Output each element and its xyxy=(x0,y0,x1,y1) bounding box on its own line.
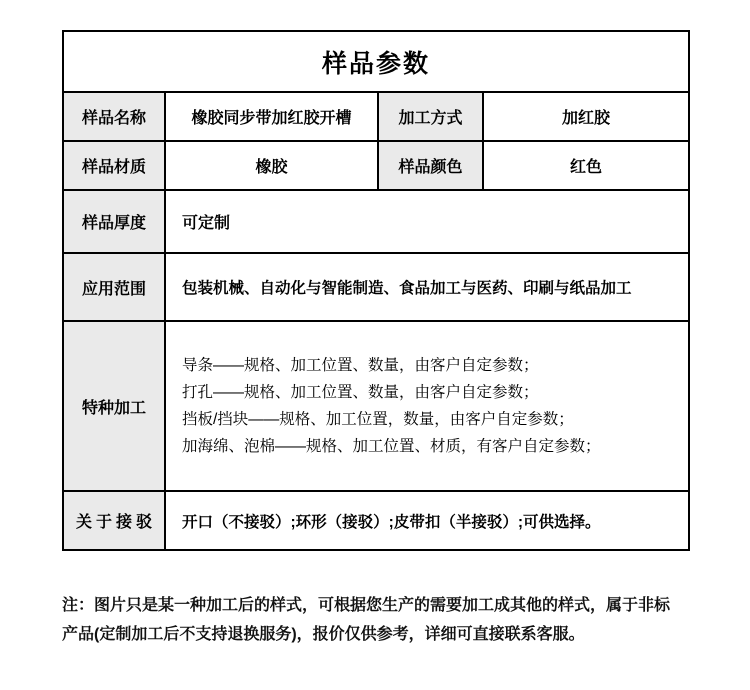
row-label-application-scope: 应用范围 xyxy=(63,253,165,321)
table-row xyxy=(63,92,689,141)
row-label-sample-color: 样品颜色 xyxy=(378,141,483,190)
row-label-special-processing: 特种加工 xyxy=(63,321,165,491)
table-row xyxy=(63,321,689,491)
row-value-application-scope: 包装机械、自动化与智能制造、食品加工与医药、印刷与纸品加工 xyxy=(165,253,689,321)
row-label-processing-method: 加工方式 xyxy=(378,92,483,141)
row-label-about-jointing-text: 关于接驳 xyxy=(75,514,156,531)
row-value-sample-material: 橡胶 xyxy=(165,141,378,190)
table-row xyxy=(63,190,689,253)
footnote-line: 注：图片只是某一种加工后的样式，可根据您生产的需要加工成其他的样式，属于非标 xyxy=(62,597,671,614)
footnote-line: 产品(定制加工后不支持退换服务)，报价仅供参考，详细可直接联系客服。 xyxy=(62,626,585,643)
row-value-sample-thickness: 可定制 xyxy=(165,190,689,253)
table-row xyxy=(63,141,689,190)
spec-table xyxy=(62,30,690,551)
footnote xyxy=(62,591,694,649)
row-value-sample-name: 橡胶同步带加红胶开槽 xyxy=(165,92,378,141)
table-row xyxy=(63,31,689,92)
row-value-special-processing xyxy=(165,321,689,491)
row-label-sample-material: 样品材质 xyxy=(63,141,165,190)
special-processing-line: 加海绵、泡棉——规格、加工位置、材质，有客户自定参数； xyxy=(182,438,601,455)
row-label-about-jointing xyxy=(63,491,165,550)
table-row xyxy=(63,253,689,321)
special-processing-line: 打孔——规格、加工位置、数量，由客户自定参数； xyxy=(182,384,539,401)
special-processing-line: 导条——规格、加工位置、数量，由客户自定参数； xyxy=(182,357,539,374)
row-value-about-jointing: 开口（不接驳）;环形（接驳）;皮带扣（半接驳）;可供选择。 xyxy=(165,491,689,550)
row-label-sample-thickness: 样品厚度 xyxy=(63,190,165,253)
row-value-processing-method: 加红胶 xyxy=(483,92,689,141)
table-row xyxy=(63,491,689,550)
table-title: 样品参数 xyxy=(63,31,689,92)
row-value-sample-color: 红色 xyxy=(483,141,689,190)
row-label-sample-name: 样品名称 xyxy=(63,92,165,141)
special-processing-line: 挡板/挡块——规格、加工位置，数量，由客户自定参数； xyxy=(182,411,574,428)
